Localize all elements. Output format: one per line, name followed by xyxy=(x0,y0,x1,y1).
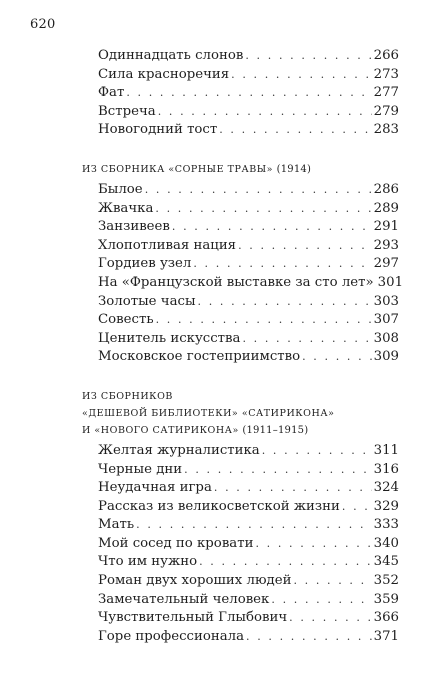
toc-entries xyxy=(0,181,438,367)
toc-entry-title: Желтая журналистика xyxy=(98,442,260,458)
toc-section xyxy=(0,47,438,140)
dot-leader xyxy=(238,237,372,256)
toc-entry xyxy=(98,255,399,274)
toc-entry-title: Встреча xyxy=(98,103,156,119)
toc-entry-title: Горе профессионала xyxy=(98,628,244,644)
toc-entry-title: Новогодний тост xyxy=(98,122,218,138)
toc-entry-page: 359 xyxy=(373,591,399,607)
toc-entry-page: 293 xyxy=(373,237,399,253)
toc-entry-title: Мой сосед по кровати xyxy=(98,535,254,551)
toc-entry-page: 308 xyxy=(373,330,399,346)
toc-entry-title: Рассказ из великосветской жизни xyxy=(98,498,340,514)
dot-leader xyxy=(219,121,371,140)
toc-entry-page: 333 xyxy=(373,517,399,533)
section-heading-text: ИЗ СБОРНИКА «СОРНЫЕ ТРАВЫ» xyxy=(82,163,274,175)
toc-entry xyxy=(98,461,399,480)
toc-entry xyxy=(98,181,399,200)
dot-leader xyxy=(245,47,371,66)
toc-entry-title: Жвачка xyxy=(98,200,154,216)
toc-entry-page: 303 xyxy=(373,293,399,309)
dot-leader xyxy=(246,628,372,647)
toc-entry-title: Неудачная игра xyxy=(98,480,212,496)
toc-entries xyxy=(0,47,438,140)
toc-entry-page: 352 xyxy=(373,573,399,589)
toc-entry xyxy=(98,553,399,572)
toc-entry-page: 345 xyxy=(373,554,399,570)
dot-leader xyxy=(136,516,371,535)
toc-entry-page: 291 xyxy=(373,219,399,235)
toc-entry xyxy=(98,479,399,498)
dot-leader xyxy=(231,66,371,85)
dot-leader xyxy=(262,442,372,461)
toc-entry xyxy=(98,121,399,140)
toc-entry-title: На «Французской выставке за сто лет» xyxy=(98,274,374,290)
toc-entry xyxy=(98,103,399,122)
toc-entry-page: 371 xyxy=(373,628,399,644)
toc-section xyxy=(0,161,438,367)
toc-entry xyxy=(98,200,399,219)
toc-entry-title: Хлопотливая нация xyxy=(98,237,237,253)
section-heading-text: И «НОВОГО САТИРИКОНА» xyxy=(82,424,239,436)
toc-entry-title: Гордиев узел xyxy=(98,256,192,272)
dot-leader xyxy=(214,479,372,498)
toc-entry xyxy=(98,498,399,517)
toc-entry-page: 316 xyxy=(373,461,399,477)
dot-leader xyxy=(156,311,372,330)
toc-entry xyxy=(98,609,399,628)
dot-leader xyxy=(255,535,371,554)
toc-entry xyxy=(98,237,399,256)
dot-leader xyxy=(184,461,371,480)
section-heading-line xyxy=(82,161,398,178)
toc-entry-page: 309 xyxy=(373,349,399,365)
toc-entry-title: Совесть xyxy=(98,312,154,328)
toc-section xyxy=(0,388,438,647)
toc-entries xyxy=(0,442,438,647)
dot-leader xyxy=(126,84,371,103)
dot-leader xyxy=(199,553,372,572)
toc-entry xyxy=(98,628,399,647)
toc-entry-page: 266 xyxy=(373,48,399,63)
toc-entry xyxy=(98,293,399,312)
toc-entry-page: 329 xyxy=(373,498,399,514)
dot-leader xyxy=(193,255,371,274)
section-heading-line xyxy=(82,405,398,422)
dot-leader xyxy=(145,181,372,200)
toc-entry-title: Мать xyxy=(98,517,135,533)
toc-entry-page: 277 xyxy=(373,85,399,101)
toc-entry-title: Ценитель искусства xyxy=(98,330,241,346)
toc-entry xyxy=(98,330,399,349)
toc-entry xyxy=(98,591,399,610)
table-of-contents xyxy=(0,44,438,667)
toc-entry xyxy=(98,348,399,367)
dot-leader xyxy=(158,103,372,122)
toc-entry-page: 279 xyxy=(373,103,399,119)
page-number: 620 xyxy=(30,17,56,32)
dot-leader xyxy=(293,572,371,591)
toc-entry xyxy=(98,572,399,591)
section-heading-text: ИЗ СБОРНИКОВ xyxy=(82,390,173,402)
toc-entry-title: Сила красноречия xyxy=(98,66,230,82)
toc-entry-title: Одиннадцать слонов xyxy=(98,48,244,63)
toc-entry-page: 286 xyxy=(373,181,399,197)
section-heading-line xyxy=(82,388,398,405)
toc-entry xyxy=(98,66,399,85)
dot-leader xyxy=(155,200,371,219)
dot-leader xyxy=(289,609,371,628)
toc-entry xyxy=(98,516,399,535)
section-years: (1914) xyxy=(276,163,312,175)
toc-entry-title: Чувствительный Глыбович xyxy=(98,610,288,626)
section-heading xyxy=(82,161,398,178)
dot-leader xyxy=(271,591,371,610)
section-heading-line xyxy=(82,422,398,439)
toc-entry-page: 301 xyxy=(377,274,404,290)
toc-entry-page: 297 xyxy=(373,256,399,272)
toc-entry xyxy=(98,218,399,237)
toc-entry xyxy=(98,535,399,554)
section-heading xyxy=(82,388,398,439)
toc-entry-title: Золотые часы xyxy=(98,293,196,309)
toc-entry xyxy=(98,311,399,330)
toc-entry-title: Занзивеев xyxy=(98,219,170,235)
toc-entry-title: Замечательный человек xyxy=(98,591,270,607)
toc-entry-page: 289 xyxy=(373,200,399,216)
toc-entry-title: Былое xyxy=(98,181,143,197)
dot-leader xyxy=(198,293,372,312)
dot-leader xyxy=(342,498,372,517)
toc-entry-title: Что им нужно xyxy=(98,554,198,570)
toc-entry-page: 283 xyxy=(373,122,399,138)
toc-entry-page: 311 xyxy=(373,442,399,458)
toc-entry xyxy=(98,274,404,293)
toc-entry-page: 307 xyxy=(373,312,399,328)
dot-leader xyxy=(302,348,372,367)
toc-entry-title: Роман двух хороших людей xyxy=(98,573,292,589)
toc-entry-title: Московское гостеприимство xyxy=(98,349,301,365)
toc-entry xyxy=(98,47,399,66)
toc-entry-page: 366 xyxy=(373,610,399,626)
toc-entry xyxy=(98,84,399,103)
section-heading-text: «ДЕШЕВОЙ БИБЛИОТЕКИ» «САТИРИКОНА» xyxy=(82,407,335,419)
toc-entry-page: 273 xyxy=(373,66,399,82)
toc-entry-page: 324 xyxy=(373,480,399,496)
toc-entry xyxy=(98,442,399,461)
dot-leader xyxy=(242,330,371,349)
toc-entry-title: Фат xyxy=(98,85,125,101)
dot-leader xyxy=(172,218,372,237)
toc-entry-title: Черные дни xyxy=(98,461,183,477)
toc-entry-page: 340 xyxy=(373,535,399,551)
section-years: (1911–1915) xyxy=(242,424,309,436)
